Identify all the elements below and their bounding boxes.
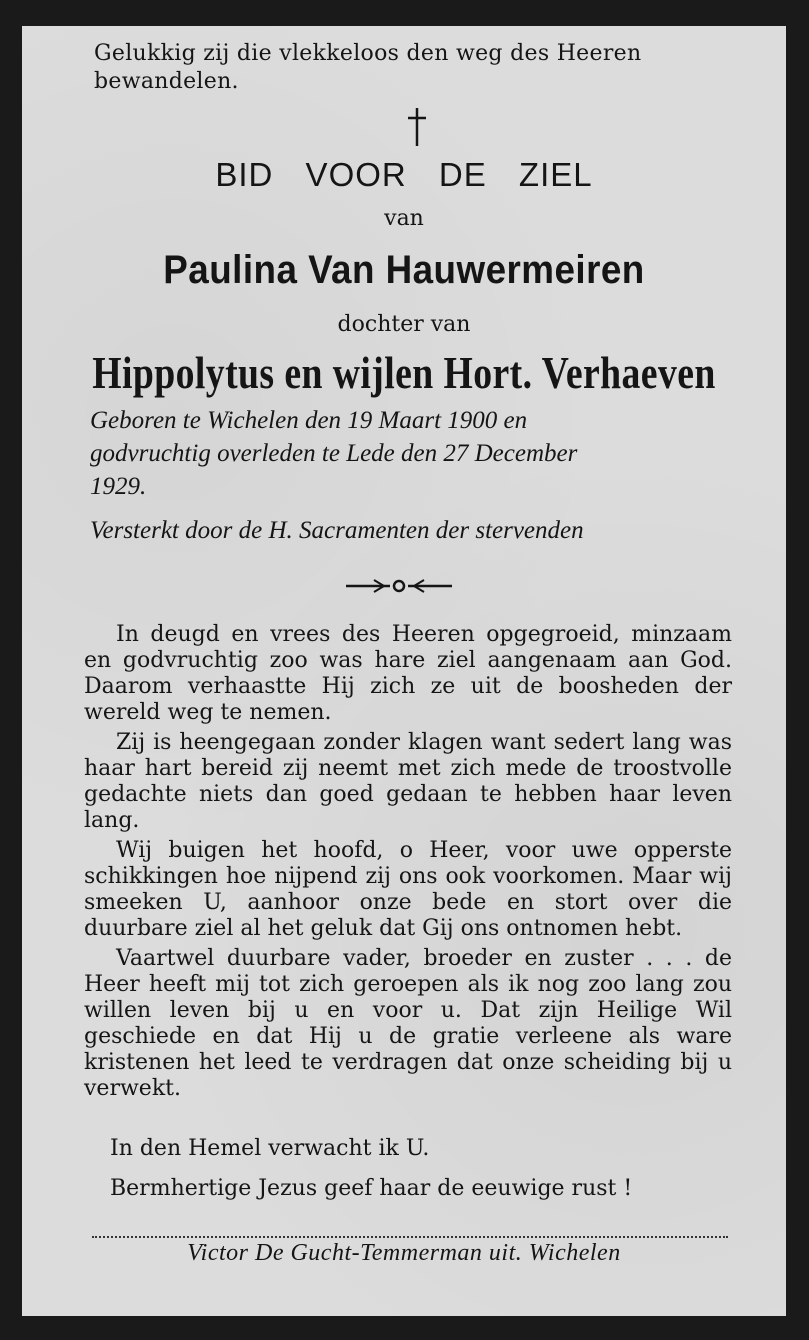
paragraph-2: Zij is heengegaan zonder klagen want sedert lang was haar hart bereid zij neemt met zich mede de troostvolle gedachte niets dan goed gedaan te hebben haar leven lang. [84,730,732,833]
birth-death-line-3: 1929. [90,473,147,500]
paragraph-4: Vaartwel duurbare vader, broeder en zuster . . . de Heer heeft mij tot zich geroepen als ik nog zoo lang zou willen leven bij u en voor u. Dat zijn Heilige Wil geschiede en dat Hij u de gratie verleene als ware kristenen het leed te verdragen dat onze scheiding bij u verwekt. [84,946,732,1101]
closing-line-1: In den Hemel verwacht ik U. [110,1136,430,1161]
van-label: van [384,206,424,231]
epigraph-line-2: bewandelen. [94,69,239,94]
birth-death-line-2: godvruchtig overleden te Lede den 27 December [90,440,578,467]
memorial-text [84,622,732,1106]
paragraph-1: In deugd en vrees des Heeren opgegroeid, minzaam en godvruchtig zoo was hare ziel aangenaam aan God. Daarom verhaastte Hij zich ze uit de boosheden der wereld weg te nemen. [84,622,732,725]
paragraph-3: Wij buigen het hoofd, o Heer, voor uwe opperste schikkingen hoe nijpend zij ons ook voorkomen. Maar wij smeeken U, aanhoor onze bede en stort over die duurbare ziel al het geluk dat Gij ons ontnomen hebt. [84,838,732,941]
birth-death-line-1: Geboren te Wichelen den 19 Maart 1900 en [90,407,528,434]
relation-label: dochter van [337,312,471,337]
sacraments-line: Versterkt door de H. Sacramenten der stervenden [90,517,584,544]
dotted-divider [92,1236,728,1238]
parents-names: Hippolytus en wijlen Hort. Verhaeven [92,347,716,398]
cross-icon [402,106,432,148]
ornament-divider-icon [344,576,454,596]
deceased-name: Paulina Van Hauwermeiren [163,248,645,292]
epigraph [94,40,744,96]
printer-credit: Victor De Gucht-Temmerman uit. Wichelen [187,1240,621,1266]
epigraph-line-1: Gelukkig zij die vlekkeloos den weg des Heeren [94,41,642,66]
birth-death-info [90,404,736,503]
prayer-heading: BID VOOR DE ZIEL [215,156,593,193]
closing-line-2: Bermhertige Jezus geef haar de eeuwige rust ! [110,1176,633,1201]
memorial-card [22,26,786,1316]
